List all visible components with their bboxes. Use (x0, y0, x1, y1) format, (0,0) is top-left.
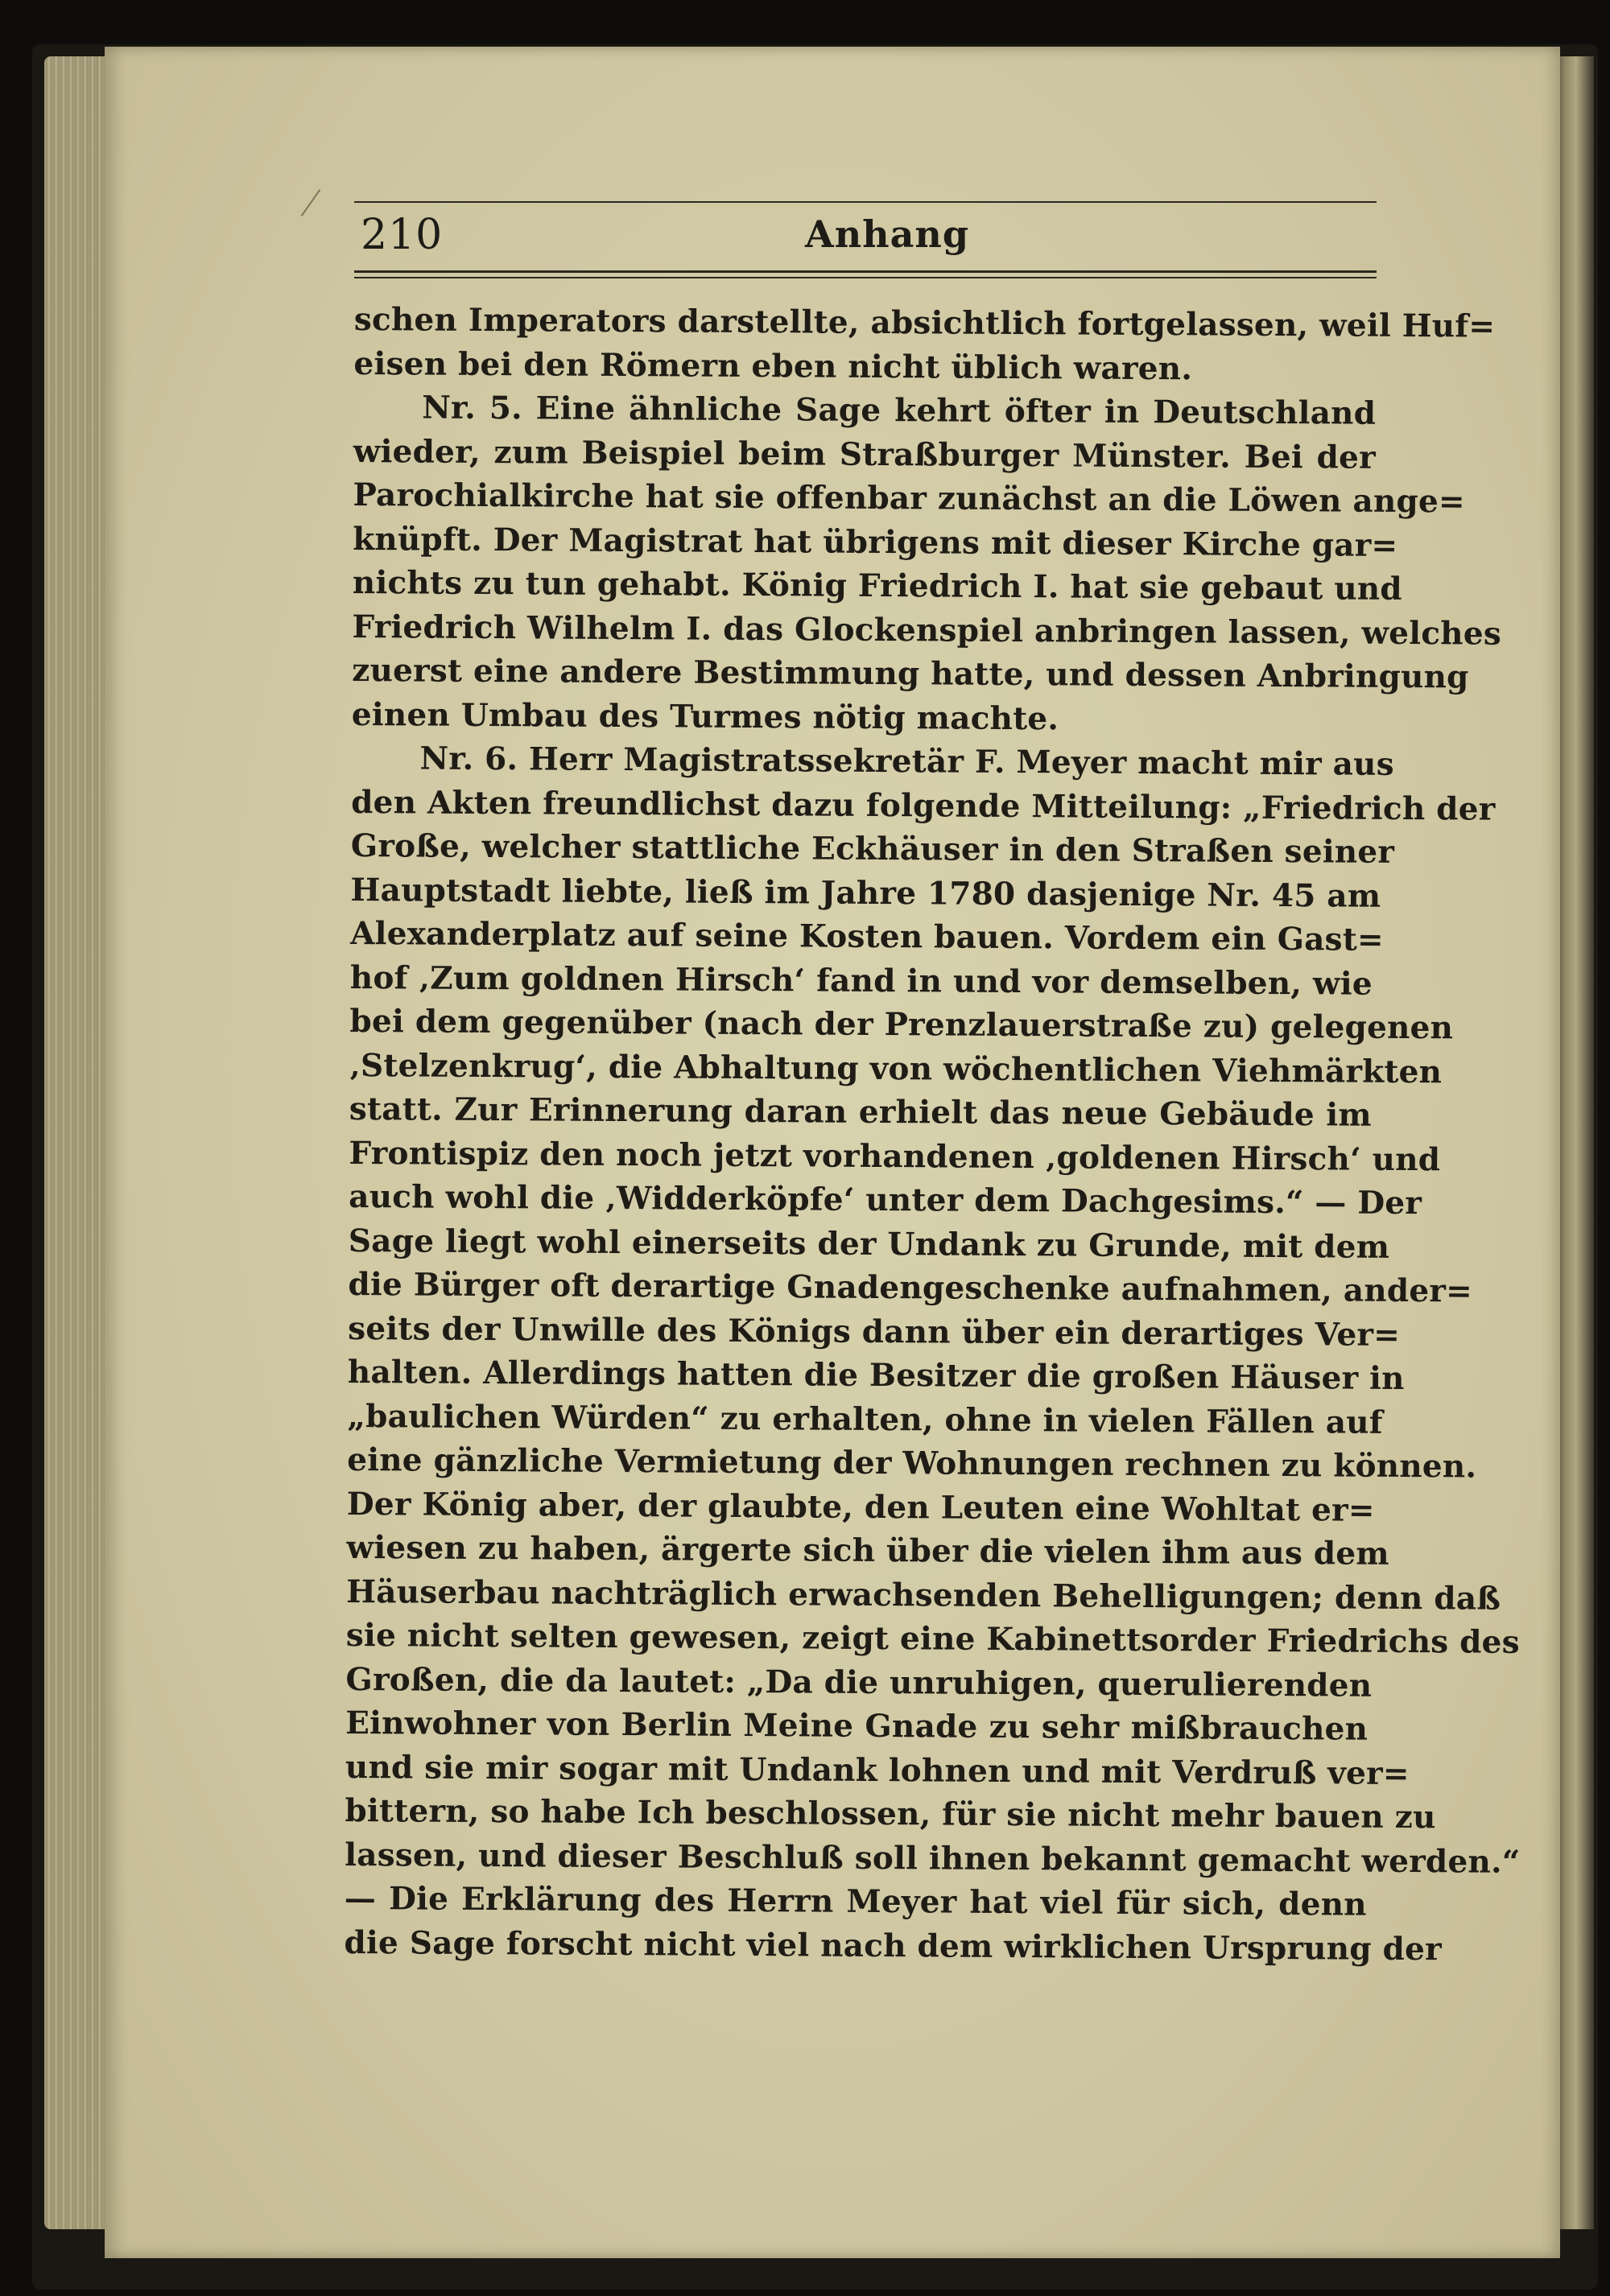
text-line: auch wohl die ‚Widderköpfe‘ unter dem Dachgesims.“ — Der (349, 1177, 1422, 1222)
text-line: bittern, so habe Ich beschlossen, für sie nicht mehr bauen zu (345, 1791, 1436, 1836)
header-rule-top (354, 201, 1377, 203)
header-rule-bottom (354, 270, 1377, 273)
text-line: „baulichen Würden“ zu erhalten, ohne in vielen Fällen auf (347, 1397, 1383, 1441)
text-line: bei dem gegenüber (nach der Prenzlauerstraße zu) gelegenen (349, 1002, 1454, 1047)
text-line: Nr. 5. Eine ähnliche Sage kehrt öfter in Deutschland (422, 389, 1377, 432)
text-line: knüpft. Der Magistrat hat übrigens mit dieser Kirche gar= (353, 520, 1398, 564)
running-head: Anhang (805, 212, 969, 256)
text-line: Frontispiz den noch jetzt vorhandenen ‚goldenen Hirsch‘ und (349, 1134, 1441, 1178)
text-line: Friedrich Wilhelm I. das Glockenspiel anbringen lassen, welches (352, 608, 1502, 653)
text-line: wieder, zum Beispiel beim Straßburger Münster. Bei der (353, 432, 1376, 476)
text-line: Sage liegt wohl einerseits der Undank zu Grunde, mit dem (348, 1222, 1390, 1266)
text-line: wiesen zu haben, ärgerte sich über die vielen ihm aus dem (346, 1528, 1389, 1573)
text-line: Alexanderplatz auf seine Kosten bauen. Vordem ein Gast= (350, 914, 1385, 958)
text-line: eine gänzliche Vermietung der Wohnungen rechnen zu können. (347, 1441, 1477, 1486)
text-line: den Akten freundlichst dazu folgende Mitteilung: „Friedrich der (351, 783, 1496, 828)
text-line: die Bürger oft derartige Gnadengeschenke aufnahmen, ander= (348, 1265, 1473, 1310)
text-line: Nr. 6. Herr Magistratssekretär F. Meyer macht mir aus (419, 740, 1394, 783)
text-line: Parochialkirche hat sie offenbar zunächst an die Löwen ange= (353, 476, 1465, 521)
text-line: Große, welcher stattliche Eckhäuser in den Straßen seiner (350, 826, 1395, 871)
text-line: einen Umbau des Turmes nötig machte. (351, 695, 1059, 737)
text-line: statt. Zur Erinnerung daran erhielt das neue Gebäude im (349, 1090, 1372, 1134)
text-line: die Sage forscht nicht viel nach dem wirklichen Ursprung der (344, 1923, 1442, 1968)
text-line: Einwohner von Berlin Meine Gnade zu sehr mißbrauchen (345, 1704, 1368, 1748)
header-rule-bottom-double (354, 277, 1377, 278)
page-number: 210 (361, 211, 444, 259)
text-line: und sie mir sogar mit Undank lohnen und mit Verdruß ver= (345, 1748, 1410, 1792)
text-line: eisen bei den Römern eben nicht üblich waren. (353, 344, 1193, 387)
page-header (354, 193, 1377, 282)
text-line: hof ‚Zum goldnen Hirsch‘ fand in und vor demselben, wie (349, 958, 1373, 1003)
text-line: lassen, und dieser Beschluß soll ihnen bekannt gemacht werden.“ (345, 1836, 1521, 1881)
text-line: halten. Allerdings hatten die Besitzer die großen Häuser in (347, 1353, 1405, 1397)
text-line: Der König aber, der glaubte, den Leuten eine Wohltat er= (346, 1485, 1375, 1529)
text-line: zuerst eine andere Bestimmung hatte, und dessen Anbringung (352, 651, 1469, 696)
text-line: Großen, die da lautet: „Da die unruhigen, querulierenden (345, 1660, 1373, 1704)
text-line: — Die Erklärung des Herrn Meyer hat viel für sich, denn (344, 1879, 1367, 1923)
text-line: Hauptstadt liebte, ließ im Jahre 1780 dasjenige Nr. 45 am (350, 871, 1381, 915)
text-line: sie nicht selten gewesen, zeigt eine Kabinettsorder Friedrichs des (345, 1616, 1520, 1661)
text-line: seits der Unwille des Königs dann über ein derartiges Ver= (348, 1309, 1401, 1354)
text-line: Häuserbau nachträglich erwachsenden Behelligungen; denn daß (346, 1573, 1501, 1618)
text-line: nichts zu tun gehabt. König Friedrich I. hat sie gebaut und (352, 563, 1403, 608)
text-line: schen Imperators darstellte, absichtlich fortgelassen, weil Huf= (353, 300, 1496, 345)
body-text (344, 298, 1521, 1971)
text-line: ‚Stelzenkrug‘, die Abhaltung von wöchentlichen Viehmärkten (349, 1046, 1443, 1090)
